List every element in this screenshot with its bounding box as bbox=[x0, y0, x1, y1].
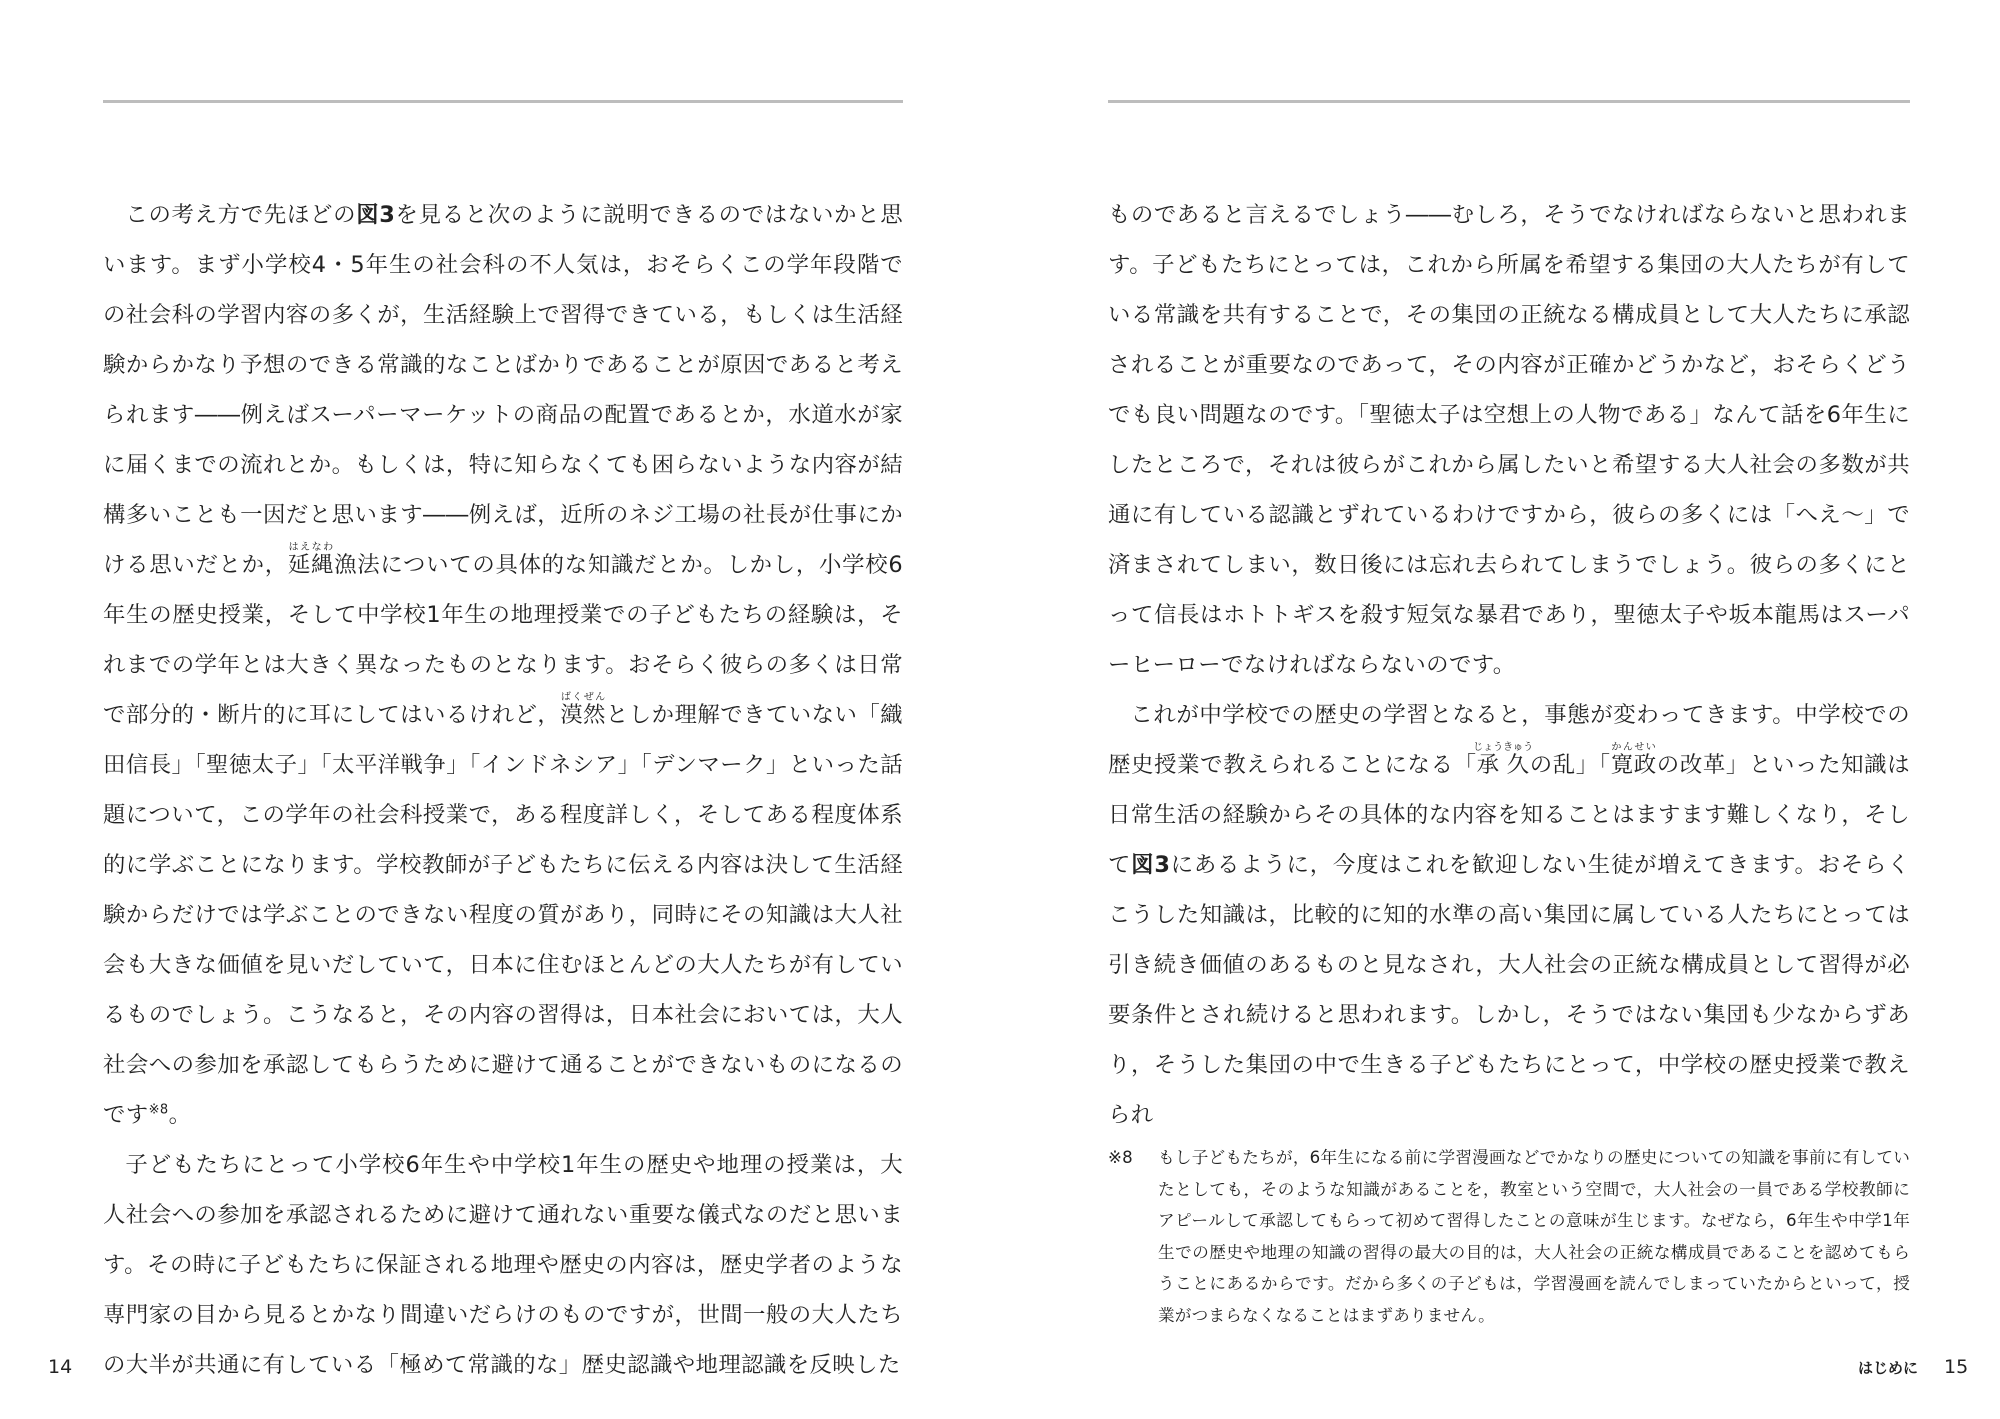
paragraph bbox=[1108, 190, 1910, 690]
ruby-word bbox=[287, 542, 335, 578]
page-number: 15 bbox=[1944, 1356, 1969, 1378]
header-rule bbox=[1108, 100, 1910, 103]
right-page bbox=[1000, 0, 2000, 1419]
footnote-mark: ※8 bbox=[1108, 1148, 1133, 1167]
ruby-reading: はえなわ bbox=[287, 542, 334, 553]
text-run: を見ると次のように説明できるのではないかと思います。まず小学校4・5年生の社会科の不人気は，おそらくこの学年段階での社会科の学習内容の多くが，生活経験上で習得できている，もしくは生活経験からかなり予想のできる常識的なことばかりであることが原因であると考えられます――例えばスーパーマーケットの商品の配置であるとか，水道水が家に届くまでの流れとか。もしくは，特に知らなくても困らないような内容が結構多いことも一因だと思います――例えば，近所のネジ工場の社長が仕事にかける思いだとか， bbox=[103, 202, 903, 578]
ruby-base: 延縄 bbox=[287, 552, 335, 578]
text-run: の改革」といった知識は日常生活の経験からその具体的な内容を知ることはますます難しくなり，そして bbox=[1108, 752, 1910, 878]
figure-reference: 図3 bbox=[356, 202, 396, 228]
ruby-reading: じょうきゅう bbox=[1473, 742, 1534, 753]
text-run: 。 bbox=[168, 1102, 192, 1128]
text-run: としか理解できていない「織田信長」「聖徳太子」「太平洋戦争」「インドネシア」「デンマーク」といった話題について，この学年の社会科授業で，ある程度詳しく，そしてある程度体系的に学ぶことになります。学校教師が子どもたちに伝える内容は決して生活経験からだけでは学ぶことのできない程度の質があり，同時にその知識は大人社会も大きな価値を見いだしていて，日本に住むほとんどの大人たちが有しているものでしょう。こうなると，その内容の習得は，日本社会においては，大人社会への参加を承認してもらうために避けて通ることができないものになるのです bbox=[103, 702, 904, 1128]
body-text bbox=[103, 190, 903, 1390]
ruby-word bbox=[1610, 742, 1657, 778]
ruby-reading: ばくぜん bbox=[560, 692, 606, 703]
text-run: の乱」「 bbox=[1529, 752, 1611, 778]
footnote-reference: ※8 bbox=[148, 1102, 169, 1118]
ruby-word bbox=[560, 692, 606, 728]
figure-reference: 図3 bbox=[1131, 852, 1171, 878]
page-number: 14 bbox=[48, 1356, 73, 1378]
text-run: この考え方で先ほどの bbox=[125, 202, 357, 228]
ruby-base: 漠然 bbox=[560, 702, 606, 728]
text-run: 漁法についての具体的な知識だとか。しかし，小学校6年生の歴史授業，そして中学校1年生の地理授業での子どもたちの経験は，それまでの学年とは大きく異なったものとなります。おそらく彼らの多くは日常で部分的・断片的に耳にしてはいるけれど， bbox=[103, 552, 903, 728]
ruby-base: 承久 bbox=[1473, 752, 1534, 778]
ruby-word bbox=[1473, 742, 1534, 778]
body-text bbox=[1108, 190, 1910, 1140]
ruby-base: 寛政 bbox=[1610, 752, 1657, 778]
text-run: これが中学校での歴史の学習となると，事態が変わってきます。中学校での歴史授業で教えられることになる「 bbox=[1108, 702, 1910, 778]
header-rule bbox=[103, 100, 903, 103]
text-run: にあるように，今度はこれを歓迎しない生徒が増えてきます。おそらくこうした知識は，比較的に知的水準の高い集団に属している人たちにとっては引き続き価値のあるものと見なされ，大人社会の正統な構成員として習得が必要条件とされ続けると思われます。しかし，そうではない集団も少なからずあり，そうした集団の中で生きる子どもたちにとって，中学校の歴史授業で教えられ bbox=[1108, 852, 1910, 1128]
running-head: はじめに bbox=[1858, 1359, 1919, 1377]
paragraph bbox=[1108, 690, 1910, 1140]
paragraph bbox=[103, 1140, 903, 1390]
footnote bbox=[1108, 1142, 1910, 1332]
footnote-text: もし子どもたちが，6年生になる前に学習漫画などでかなりの歴史についての知識を事前に有していたとしても，そのような知識があることを，教室という空間で，大人社会の一員である学校教師にアピールして承認してもらって初めて習得したことの意味が生じます。なぜなら，6年生や中学1年生での歴史や地理の知識の習得の最大の目的は，大人社会の正統な構成員であることを認めてもらうことにあるからです。だから多くの子どもは，学習漫画を読んでしまっていたからといって，授業がつまらなくなることはまずありません。 bbox=[1158, 1148, 1910, 1325]
text-run: ものであると言えるでしょう――むしろ，そうでなければならないと思われます。子どもたちにとっては，これから所属を希望する集団の大人たちが有している常識を共有することで，その集団の正統なる構成員として大人たちに承認されることが重要なのであって，その内容が正確かどうかなど，おそらくどうでも良い問題なのです。「聖徳太子は空想上の人物である」なんて話を6年生にしたところで，それは彼らがこれから属したいと希望する大人社会の多数が共通に有している認識とずれているわけですから，彼らの多くには「へえ～」で済まされてしまい，数日後には忘れ去られてしまうでしょう。彼らの多くにとって信長はホトトギスを殺す短気な暴君であり，聖徳太子や坂本龍馬はスーパーヒーローでなければならないのです。 bbox=[1108, 202, 1910, 678]
ruby-reading: かんせい bbox=[1610, 742, 1657, 753]
text-run: 子どもたちにとって小学校6年生や中学校1年生の歴史や地理の授業は，大人社会への参加を承認されるために避けて通れない重要な儀式なのだと思います。その時に子どもたちに保証される地理や歴史の内容は，歴史学者のような専門家の目から見るとかなり間違いだらけのものですが，世間一般の大人たちの大半が共通に有している「極めて常識的な」歴史認識や地理認識を反映した bbox=[103, 1152, 903, 1378]
paragraph bbox=[103, 190, 903, 1140]
